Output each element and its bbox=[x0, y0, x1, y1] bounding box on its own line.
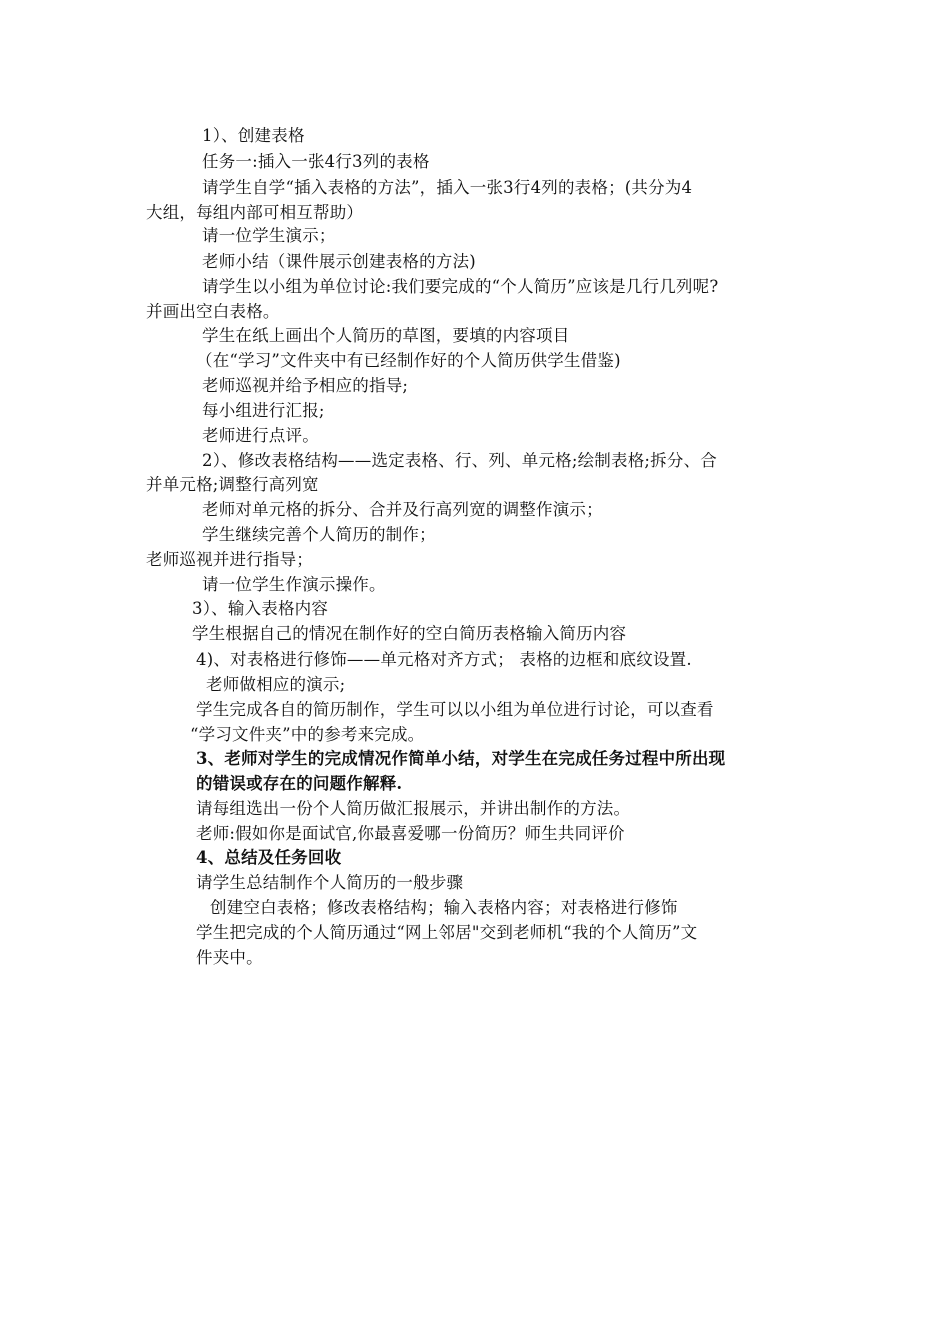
text-line-bold: 的错误或存在的问题作解释. bbox=[196, 774, 403, 793]
text-line: 老师小结（课件展示创建表格的方法) bbox=[202, 252, 476, 271]
text-line: （在“学习”文件夹中有已经制作好的个人简历供学生借鉴) bbox=[196, 351, 621, 370]
text-line: 并单元格;调整行高列宽 bbox=[146, 475, 319, 494]
text-line: 老师巡视并进行指导； bbox=[146, 550, 313, 569]
text-line: 学生根据自己的情况在制作好的空白简历表格输入简历内容 bbox=[192, 624, 627, 643]
text-line: 老师:假如你是面试官,你最喜爱哪一份简历？师生共同评价 bbox=[196, 824, 625, 843]
text-line: 学生在纸上画出个人简历的草图，要填的内容项目 bbox=[202, 326, 570, 345]
text-line: “学习文件夹”中的参考来完成。 bbox=[190, 725, 425, 744]
text-line: 请每组选出一份个人简历做汇报展示，并讲出制作的方法。 bbox=[196, 799, 631, 818]
text-line: 创建空白表格；修改表格结构；输入表格内容；对表格进行修饰 bbox=[210, 898, 678, 917]
text-line-bold: 4、总结及任务回收 bbox=[196, 848, 342, 867]
text-line: 老师对单元格的拆分、合并及行高列宽的调整作演示； bbox=[202, 500, 603, 519]
text-line: 老师做相应的演示; bbox=[206, 675, 346, 694]
text-line: 老师巡视并给予相应的指导; bbox=[202, 376, 409, 395]
text-line: 大组，每组内部可相互帮助） bbox=[146, 203, 364, 222]
text-line: 请一位学生演示； bbox=[202, 226, 336, 245]
text-line: 请学生总结制作个人简历的一般步骤 bbox=[196, 873, 464, 892]
text-line: 2）、修改表格结构——选定表格、行、列、单元格;绘制表格;拆分、合 bbox=[202, 451, 717, 470]
text-line: 学生把完成的个人简历通过“网上邻居"交到老师机“我的个人简历”文 bbox=[196, 923, 698, 942]
text-line: 3）、输入表格内容 bbox=[192, 599, 329, 618]
text-line: 老师进行点评。 bbox=[202, 426, 319, 445]
text-line: 件夹中。 bbox=[196, 948, 263, 967]
text-line: 每小组进行汇报; bbox=[202, 401, 325, 420]
text-line: 学生继续完善个人简历的制作； bbox=[202, 525, 436, 544]
text-line: 请学生自学“插入表格的方法”，插入一张3行4列的表格；(共分为4 bbox=[202, 178, 693, 197]
text-line: 4)、对表格进行修饰——单元格对齐方式； 表格的边框和底纹设置. bbox=[196, 650, 692, 669]
text-line: 学生完成各自的简历制作，学生可以以小组为单位进行讨论，可以查看 bbox=[196, 700, 714, 719]
text-line: 1）、创建表格 bbox=[202, 126, 305, 145]
text-line-bold: 3、老师对学生的完成情况作简单小结，对学生在完成任务过程中所出现 bbox=[196, 749, 726, 768]
text-line: 请学生以小组为单位讨论:我们要完成的“个人简历”应该是几行几列呢? bbox=[202, 277, 719, 296]
text-line: 并画出空白表格。 bbox=[146, 302, 280, 321]
text-line: 任务一:插入一张4行3列的表格 bbox=[202, 152, 430, 171]
text-line: 请一位学生作演示操作。 bbox=[202, 575, 386, 594]
